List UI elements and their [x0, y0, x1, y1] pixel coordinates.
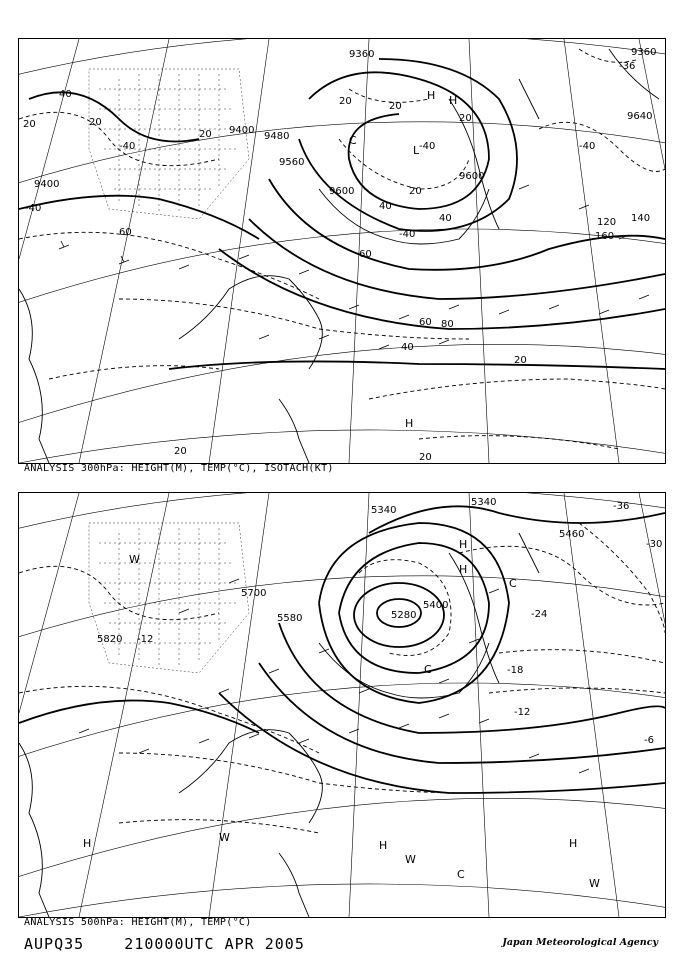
temperature-label: -6	[644, 735, 654, 746]
system-marker: W	[219, 831, 230, 844]
height-label: 5820	[97, 634, 123, 645]
chart-500hpa	[18, 492, 666, 918]
temperature-label: -40	[419, 141, 436, 152]
caption-300hpa: ANALYSIS 300hPa: HEIGHT(M), TEMP(°C), ISOTACH(KT)	[24, 463, 334, 474]
height-label: 9480	[264, 131, 290, 142]
temperature-label: -30	[646, 539, 663, 550]
temperature-label: -40	[119, 141, 136, 152]
isotach-label: 160	[595, 231, 615, 242]
isotach-label: 20	[419, 452, 432, 463]
system-marker: H	[459, 563, 468, 576]
temperature-label: -36	[613, 501, 630, 512]
height-labels	[34, 47, 656, 197]
system-marker: H	[379, 839, 388, 852]
system-marker: W	[405, 853, 416, 866]
temperature-label: -40	[399, 229, 416, 240]
system-marker: L	[413, 144, 420, 157]
temperature-label: -40	[579, 141, 596, 152]
system-marker: C	[424, 663, 432, 676]
isotach-label: 40	[401, 342, 414, 353]
temperature-label: -36	[619, 61, 636, 72]
temperature-labels	[25, 61, 635, 240]
isotherms	[19, 523, 665, 833]
caption-500hpa: ANALYSIS 500hPa: HEIGHT(M), TEMP(°C)	[24, 917, 252, 928]
isotach-label: 20	[514, 355, 527, 366]
isotach-label: 40	[59, 89, 72, 100]
isotach-label: 20	[174, 446, 187, 457]
system-marker: H	[83, 837, 92, 850]
map-300hpa	[19, 39, 665, 463]
isotach-label: 20	[409, 186, 422, 197]
isotach-label: 60	[119, 227, 132, 238]
system-marker: H	[449, 94, 458, 107]
height-label: 5280	[391, 610, 417, 621]
wind-barbs	[79, 579, 589, 773]
temperature-label: -18	[507, 665, 524, 676]
system-marker: W	[589, 877, 600, 890]
system-marker: H	[405, 417, 414, 430]
product-code: AUPQ35 210000UTC APR 2005	[24, 935, 305, 953]
coastline	[19, 533, 539, 917]
isotach-label: 140	[631, 213, 651, 224]
height-label: 5340	[471, 497, 497, 508]
height-label: 9560	[279, 157, 305, 168]
height-label: 5400	[423, 600, 449, 611]
temperature-label: -12	[514, 707, 531, 718]
system-marker: H	[459, 538, 468, 551]
isotach-label: 40	[439, 213, 452, 224]
height-label: 5700	[241, 588, 267, 599]
height-label: 9600	[459, 171, 485, 182]
system-marker: C	[349, 134, 357, 147]
system-marker: W	[129, 553, 140, 566]
isotach-label: 20	[23, 119, 36, 130]
temperature-label: -12	[137, 634, 154, 645]
system-marker: H	[569, 837, 578, 850]
map-500hpa	[19, 493, 665, 917]
system-marker: H	[427, 89, 436, 102]
height-label: 9400	[34, 179, 60, 190]
isotach-label: 20	[459, 113, 472, 124]
height-label: 5340	[371, 505, 397, 516]
height-label: 9640	[627, 111, 653, 122]
isotach-label: 20	[199, 129, 212, 140]
isotach-label: 120	[597, 217, 617, 228]
system-marker: C	[509, 577, 517, 590]
height-label: 5460	[559, 529, 585, 540]
system-marker: C	[457, 868, 465, 881]
isotach-label: 20	[339, 96, 352, 107]
temperature-label: -40	[25, 203, 42, 214]
agency-credit: Japan Meteorological Agency	[502, 937, 658, 948]
isotach-label: 80	[441, 319, 454, 330]
coastline	[19, 49, 659, 463]
isotach-label: 20	[389, 101, 402, 112]
temperature-label: -24	[531, 609, 548, 620]
height-label: 9360	[349, 49, 375, 60]
height-label: 5580	[277, 613, 303, 624]
height-label: 9600	[329, 186, 355, 197]
isotach-label: 40	[379, 201, 392, 212]
height-contours	[19, 506, 665, 793]
height-label: 9400	[229, 125, 255, 136]
isotach-label: 60	[419, 317, 432, 328]
isotach-label: 20	[89, 117, 102, 128]
chart-300hpa	[18, 38, 666, 464]
height-label: 9360	[631, 47, 657, 58]
isotach-label: 60	[359, 249, 372, 260]
